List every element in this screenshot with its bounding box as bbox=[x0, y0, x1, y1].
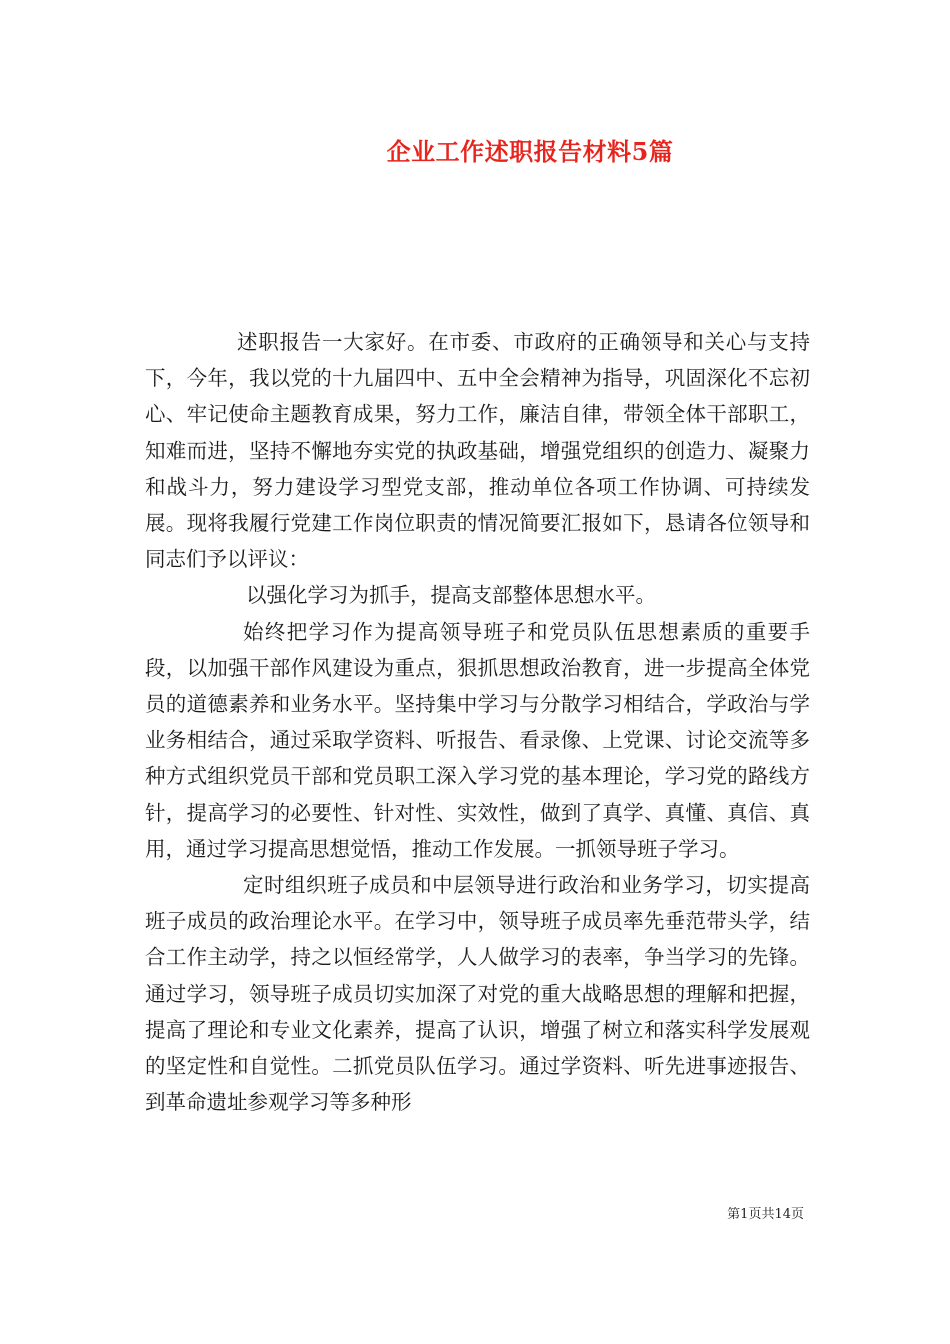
paragraph-intro: 述职报告一大家好。在市委、市政府的正确领导和关心与支持下，今年，我以党的十九届四中、五中全会精神为指导，巩固深化不忘初心、牢记使命主题教育成果，努力工作，廉洁自律，带领全体干部职工，知难而进，坚持不懈地夯实党的执政基础，增强党组织的创造力、凝聚力和战斗力，努力建设学习型党支部，推动单位各项工作协调、可持续发展。现将我履行党建工作岗位职责的情况简要汇报如下，恳请各位领导和同志们予以评议： bbox=[145, 330, 810, 572]
paragraph-leadership: 定时组织班子成员和中层领导进行政治和业务学习，切实提高班子成员的政治理论水平。在学习中，领导班子成员率先垂范带头学，结合工作主动学，持之以恒经常学，人人做学习的表率，争当学习的先锋。通过学习，领导班子成员切实加深了对党的重大战略思想的理解和把握，提高了理论和专业文化素养，提高了认识，增强了树立和落实科学发展观的坚定性和自觉性。二抓党员队伍学习。通过学资料、听先进事迹报告、到革命遗址参观学习等多种形 bbox=[145, 873, 810, 1115]
paragraph-study: 始终把学习作为提高领导班子和党员队伍思想素质的重要手段，以加强干部作风建设为重点，狠抓思想政治教育，进一步提高全体党员的道德素养和业务水平。坚持集中学习与分散学习相结合，学政治与学业务相结合，通过采取学资料、听报告、看录像、上党课、讨论交流等多种方式组织党员干部和党员职工深入学习党的基本理论，学习党的路线方针，提高学习的必要性、针对性、实效性，做到了真学、真懂、真信、真用，通过学习提高思想觉悟，推动工作发展。一抓领导班子学习。 bbox=[145, 619, 810, 861]
section-heading: 以强化学习为抓手，提高支部整体思想水平。 bbox=[246, 583, 656, 608]
page-title: 企业工作述职报告材料5篇 bbox=[386, 137, 674, 166]
page-number: 第1页共14页 bbox=[727, 1207, 804, 1222]
document-body bbox=[145, 324, 810, 1120]
